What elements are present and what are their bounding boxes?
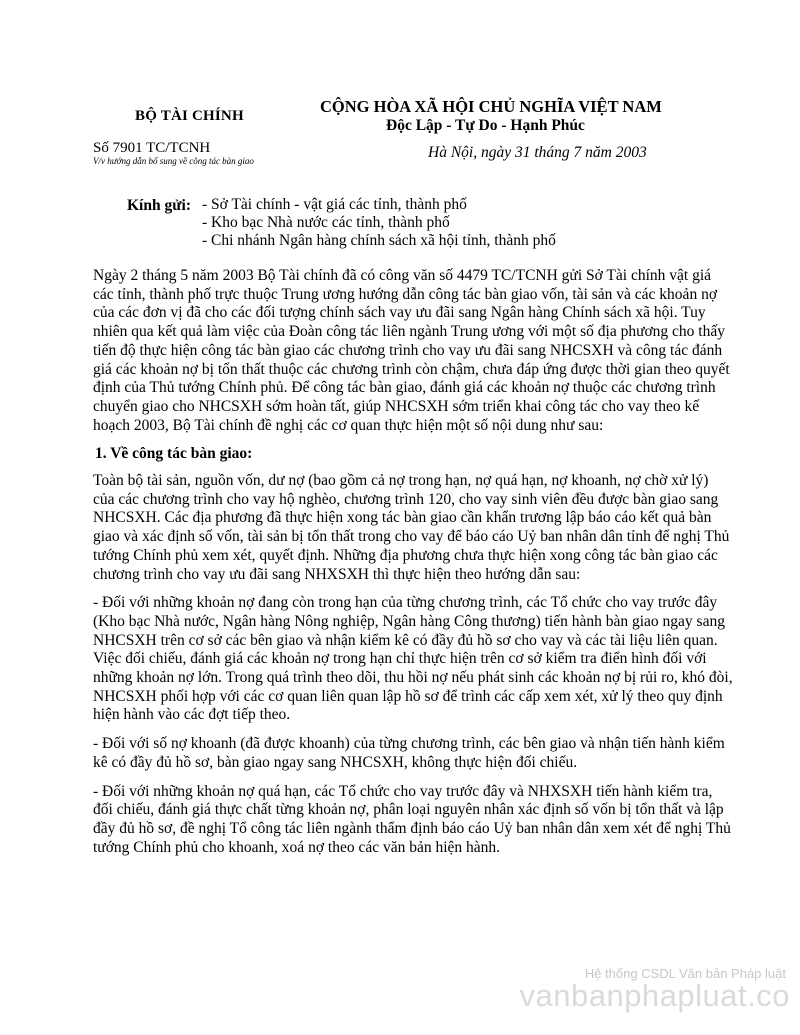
recipient-item: - Chi nhánh Ngân hàng chính sách xã hội tỉnh, thành phố [202,232,556,249]
section-heading: 1. Về công tác bàn giao: [95,445,253,463]
recipient-item: - Kho bạc Nhà nước các tỉnh, thành phố [202,214,450,231]
issuing-ministry: BỘ TÀI CHÍNH [135,108,244,124]
date-line: Hà Nội, ngày 31 tháng 7 năm 2003 [428,144,647,161]
document-subject: V/v hướng dẫn bổ sung về công tác bàn giao [93,156,254,166]
intro-paragraph: Ngày 2 tháng 5 năm 2003 Bộ Tài chính đã có công văn số 4479 TC/TCNH gửi Sở Tài chính vật giá các tỉnh, thành phố trực thuộc Trung ương hướng dẫn công tác bàn giao vốn, tài sản và các khoản nợ của các đơn vị đã cho các đối tượng chính sách vay ưu đãi sang Ngân hàng Chính sách xã hội. Tuy nhiên qua kết quả làm việc của Đoàn công tác liên ngành Trung ương với một số địa phương cho thấy tiến độ thực hiện công tác bàn giao các chương trình cho vay ưu đãi sang NHCSXH và công tác đánh giá các khoản nợ bị tổn thất thuộc các chương trình còn chậm, chưa đáp ứng được thời gian theo quyết định của Thủ tướng Chính phủ. Để công tác bàn giao, đánh giá các khoản nợ thuộc các chương trình chuyển giao cho NHCSXH sớm hoàn tất, giúp NHCSXH sớm triển khai công tác cho vay theo kế hoạch 2003, Bộ Tài chính đề nghị các cơ quan thực hiện một số nội dung như sau: [93,267,730,434]
recipients-label: Kính gửi: [127,197,191,214]
body-paragraph: - Đối với những khoản nợ quá hạn, các Tổ chức cho vay trước đây và NHXSXH tiến hành kiểm tra, đối chiếu, đánh giá thực chất từng khoản nợ, phân loại nguyên nhân xác định số vốn bị tổn thất và lập đầy đủ hồ sơ, đề nghị Tổ công tác liên ngành thẩm định báo cáo Uỷ ban nhân dân xem xét để nghị Thủ tướng Chính phủ cho khoanh, xoá nợ theo các văn bản hiện hành. [93,782,731,856]
recipients-list [202,196,556,250]
body-paragraph: Toàn bộ tài sản, nguồn vốn, dư nợ (bao gồm cả nợ trong hạn, nợ quá hạn, nợ khoanh, nợ chờ xử lý) của các chương trình cho vay hộ nghèo, chương trình 120, cho vay sinh viên đều được bàn giao sang NHCSXH. Các địa phương đã thực hiện xong tác bàn giao cần khẩn trương lập báo cáo kết quả bàn giao và xác định số vốn, tài sản bị tổn thất trong cho vay để báo cáo Uỷ ban nhân dân tỉnh để nghị Thủ tướng Chính phủ xem xét, quyết định. Những địa phương chưa thực hiện xong công tác bàn giao các chương trình cho vay ưu đãi sang NHXSXH thì thực hiện theo hướng dẫn sau: [93,472,730,583]
document-body [93,267,733,867]
watermark-site: vanbanphapluat.co [519,978,790,1013]
national-motto: Độc Lập - Tự Do - Hạnh Phúc [386,117,585,134]
recipient-item: - Sở Tài chính - vật giá các tỉnh, thành phố [202,196,467,213]
body-paragraph: - Đối với những khoản nợ đang còn trong hạn của từng chương trình, các Tổ chức cho vay trước đây (Kho bạc Nhà nước, Ngân hàng Nông nghiệp, Ngân hàng Công thương) tiến hành bàn giao ngay sang NHCSXH trên cơ sở các bên giao và nhận kiểm kê có đầy đủ hồ sơ cho vay và các tài liệu liên quan. Việc đối chiếu, đánh giá các khoản nợ trong hạn chỉ thực hiện trên cơ sở kiểm tra điển hình đối với những khoản nợ lớn. Trong quá trình theo dõi, thu hồi nợ nếu phát sinh các khoản nợ bị rủi ro, khó đòi, NHCSXH phối hợp với các cơ quan liên quan lập hồ sơ để trình các cấp xem xét, xử lý theo quy định hiện hành vào các đợt tiếp theo. [93,594,733,724]
body-paragraph: - Đối với số nợ khoanh (đã được khoanh) của từng chương trình, các bên giao và nhận tiến hành kiểm kê có đầy đủ hồ sơ, bàn giao ngay sang NHCSXH, không thực hiện đối chiếu. [93,735,725,771]
national-title: CỘNG HÒA XÃ HỘI CHỦ NGHĨA VIỆT NAM [320,97,662,116]
document-number: Số 7901 TC/TCNH [93,140,211,156]
watermark-caption: Hệ thống CSDL Văn bản Pháp luật [584,966,786,981]
